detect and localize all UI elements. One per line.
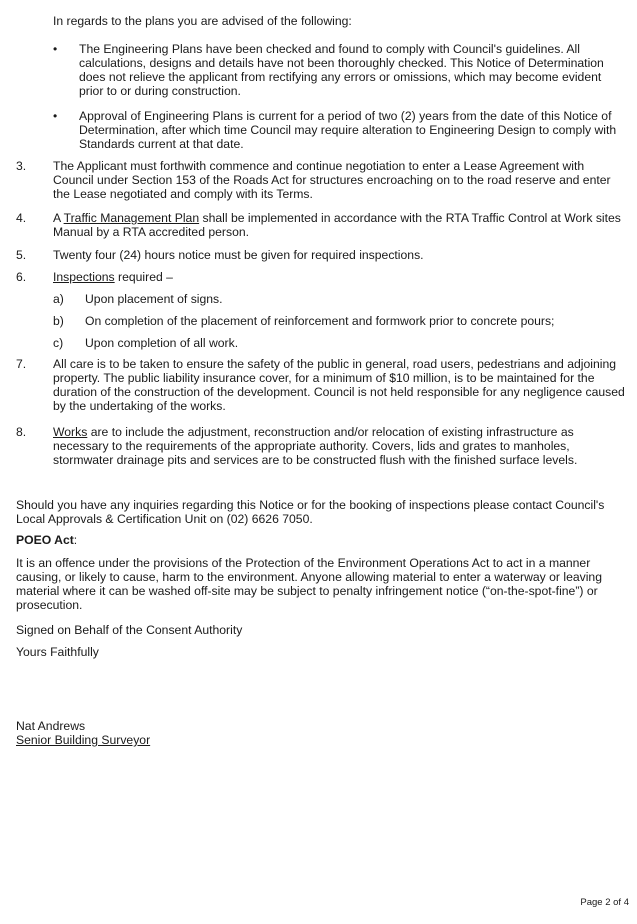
- condition-text: All care is to be taken to ensure the safety of the public in general, road users, pedestrians and adjoining property. The public liability insurance cover, for a minimum of $10 million, is to be maintained for the duration of the construction of the development. Council is not held responsible for any negligence caused by the undertaking of the works.: [53, 357, 625, 413]
- bullet-text: The Engineering Plans have been checked and found to comply with Council's guidelines. All calculations, designs and details have not been thoroughly checked. This Notice of Determination does not relieve the applicant from rectifying any errors or omissions, which may become evident prior to or during construction.: [79, 42, 604, 98]
- condition-text: [53, 211, 625, 239]
- inquiries-text: Should you have any inquiries regarding this Notice or for the booking of inspections please contact Council's Local Approvals & Certification Unit on (02) 6626 7050.: [16, 498, 605, 526]
- signer-name: Nat Andrews: [16, 719, 86, 733]
- traffic-management-plan-term: Traffic Management Plan: [63, 211, 200, 225]
- condition-text-post: shall be implemented in accordance with the RTA Traffic Control at Work sites Manual by a RTA accredited person.: [53, 211, 621, 239]
- condition-number: 4.: [16, 211, 27, 225]
- poeo-text: It is an offence under the provisions of the Protection of the Environment Operations Act to act in a manner causing, or likely to cause, harm to the environment. Anyone allowing material to enter a waterway or leaving material where it can be washed off-site may be subject to penalty infringement notice (“on-the-spot-fine”) or prosecution.: [16, 556, 602, 612]
- bullet-icon: •: [53, 109, 58, 123]
- condition-number: 6.: [16, 270, 27, 284]
- works-term: Works: [53, 425, 88, 439]
- signed-line: Signed on Behalf of the Consent Authority: [16, 623, 243, 637]
- condition-text: The Applicant must forthwith commence and continue negotiation to enter a Lease Agreement with Council under Section 153 of the Roads Act for structures encroaching on to the road reserve and enter the Lease negotiated and comply with its Terms.: [53, 159, 611, 201]
- sub-item-letter: b): [53, 314, 64, 328]
- bullet-icon: •: [53, 42, 58, 56]
- condition-number: 5.: [16, 248, 27, 262]
- inspections-term: Inspections: [53, 270, 115, 284]
- sub-item-text: Upon completion of all work.: [85, 336, 239, 350]
- bullet-text: Approval of Engineering Plans is current for a period of two (2) years from the date of this Notice of Determination, after which time Council may require alteration to Engineering Design to comply with Standards current at that date.: [79, 109, 617, 151]
- condition-text-post: required –: [114, 270, 173, 284]
- poeo-heading: [16, 533, 622, 547]
- condition-text: Twenty four (24) hours notice must be given for required inspections.: [53, 248, 424, 262]
- poeo-heading-colon: :: [73, 533, 78, 547]
- condition-text-post: are to include the adjustment, reconstruction and/or relocation of existing infrastructure as necessary to the requirements of the appropriate authority. Covers, lids and grates to manholes, stormwater drainage pits and services are to be constructed flush with the finished surface levels.: [53, 425, 578, 467]
- condition-number: 7.: [16, 357, 27, 371]
- sub-item-letter: a): [53, 292, 64, 306]
- condition-text-pre: A: [53, 211, 64, 225]
- sub-item-letter: c): [53, 336, 64, 350]
- closing-line: Yours Faithfully: [16, 645, 99, 659]
- sub-item-text: Upon placement of signs.: [85, 292, 223, 306]
- condition-text: [53, 425, 625, 467]
- intro-text: In regards to the plans you are advised of the following:: [53, 14, 352, 28]
- sub-item-text: On completion of the placement of reinforcement and formwork prior to concrete pours;: [85, 314, 555, 328]
- condition-text: [53, 270, 625, 284]
- condition-number: 8.: [16, 425, 27, 439]
- signer-title: Senior Building Surveyor: [16, 733, 151, 747]
- condition-number: 3.: [16, 159, 27, 173]
- page-number: Page 2 of 4: [580, 897, 629, 908]
- poeo-heading-label: POEO Act: [16, 533, 74, 547]
